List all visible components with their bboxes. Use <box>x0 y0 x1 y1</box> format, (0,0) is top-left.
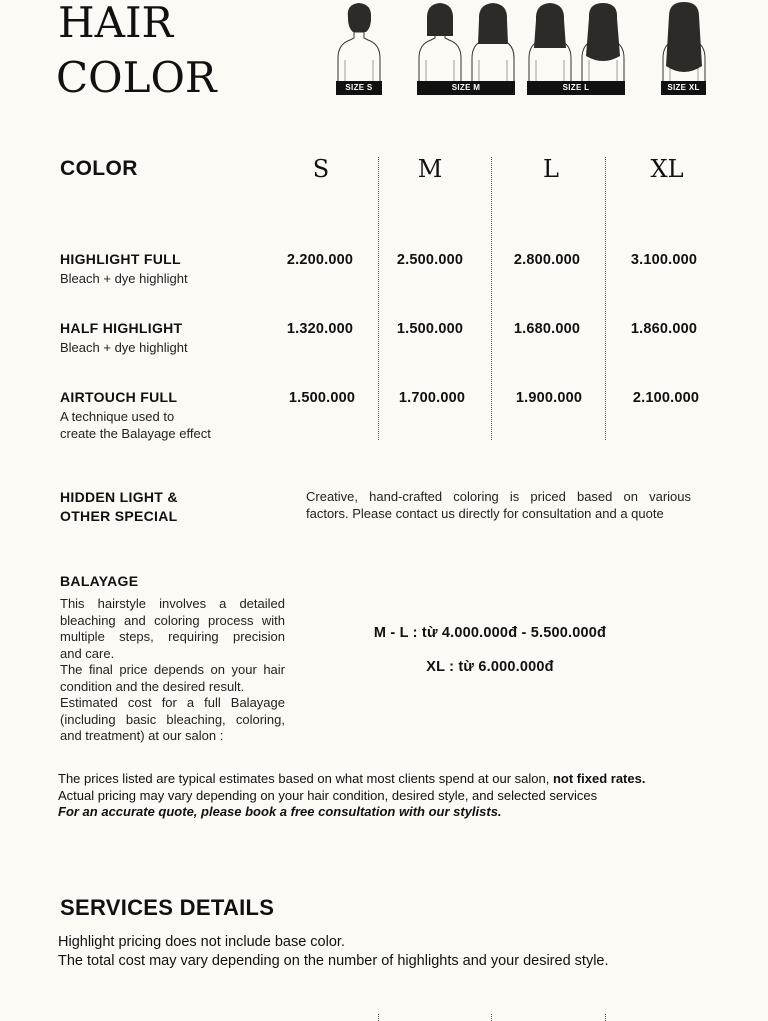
service-name-half-highlight: HALF HIGHLIGHT <box>60 320 183 336</box>
balayage-price-m-l: M - L : từ 4.000.000đ - 5.500.000đ <box>373 625 607 641</box>
column-header-s: S <box>312 155 330 183</box>
figure-size-m-a <box>417 0 463 82</box>
price-cell: 3.100.000 <box>630 252 698 268</box>
title-hair: HAIR <box>58 0 174 47</box>
service-name-highlight-full: HIGHLIGHT FULL <box>60 251 181 267</box>
services-details-title: SERVICES DETAILS <box>60 895 275 920</box>
price-cell: 1.680.000 <box>513 321 581 337</box>
size-tag-l: SIZE L <box>527 81 625 95</box>
price-cell: 2.100.000 <box>632 390 700 406</box>
balayage-line: and care. <box>60 645 115 661</box>
column-divider <box>605 1014 606 1021</box>
figure-size-l-b <box>580 0 626 82</box>
service-name-airtouch-full: AIRTOUCH FULL <box>60 389 178 405</box>
size-tag-xl: SIZE XL <box>661 81 706 95</box>
disclaimer-bold: not fixed rates. <box>552 771 646 786</box>
price-cell: 1.320.000 <box>286 321 354 337</box>
balayage-price-xl: XL : từ 6.000.000đ <box>426 659 554 675</box>
balayage-line: multiple steps, requiring precision <box>60 629 285 644</box>
balayage-line: bleaching and coloring process with <box>60 612 285 628</box>
balayage-title: BALAYAGE <box>60 573 139 589</box>
hidden-light-desc: factors. Please contact us directly for consultation and a quote <box>306 506 664 521</box>
figure-size-xl <box>661 0 707 82</box>
hidden-light-desc: Creative, hand-crafted coloring is priced based on various <box>306 489 691 504</box>
service-desc: Bleach + dye highlight <box>60 340 188 355</box>
title-color: COLOR <box>56 53 217 102</box>
services-details-line-1: Highlight pricing does not include base color. <box>58 934 345 950</box>
balayage-line: Estimated cost for a full Balayage <box>60 695 285 710</box>
disclaimer-line-3: For an accurate quote, please book a free consultation with our stylists. <box>58 804 502 819</box>
column-divider <box>605 157 606 440</box>
balayage-line: condition and the desired result. <box>60 678 245 694</box>
size-tag-m: SIZE M <box>417 81 515 95</box>
balayage-line: (including basic bleaching, coloring, <box>60 711 285 727</box>
color-section-heading: COLOR <box>60 157 138 180</box>
service-desc: Bleach + dye highlight <box>60 271 188 286</box>
column-header-xl: XL <box>650 155 684 183</box>
hidden-light-title: OTHER SPECIAL <box>60 508 178 524</box>
service-desc: create the Balayage effect <box>60 426 211 441</box>
service-desc: A technique used to <box>60 409 175 424</box>
price-cell: 1.500.000 <box>288 390 356 406</box>
column-divider <box>378 1014 379 1021</box>
price-cell: 1.900.000 <box>515 390 583 406</box>
price-cell: 1.860.000 <box>630 321 698 337</box>
disclaimer-regular: The prices listed are typical estimates based on what most clients spend at our salon, <box>58 771 550 786</box>
figure-size-m-b <box>470 0 516 82</box>
balayage-line: and treatment) at our salon : <box>60 728 224 743</box>
price-cell: 1.500.000 <box>396 321 464 337</box>
price-cell: 2.500.000 <box>396 252 464 268</box>
column-header-m: M <box>417 155 443 183</box>
price-cell: 1.700.000 <box>398 390 466 406</box>
figure-size-l-a <box>527 0 573 82</box>
figure-size-s <box>336 0 382 82</box>
column-divider <box>491 157 492 440</box>
size-tag-s: SIZE S <box>336 81 382 95</box>
services-details-line-2: The total cost may vary depending on the number of highlights and your desired style. <box>58 953 609 969</box>
disclaimer-line-2: Actual pricing may vary depending on your hair condition, desired style, and selected services <box>58 788 598 803</box>
price-cell: 2.800.000 <box>513 252 581 268</box>
column-header-l: L <box>543 155 559 183</box>
column-divider <box>491 1014 492 1021</box>
balayage-description <box>60 596 285 745</box>
price-cell: 2.200.000 <box>286 252 354 268</box>
hidden-light-title: HIDDEN LIGHT & <box>60 489 178 505</box>
disclaimer-line-1 <box>58 771 738 788</box>
balayage-line: The final price depends on your hair <box>60 662 285 677</box>
balayage-line: This hairstyle involves a detailed <box>60 596 285 611</box>
